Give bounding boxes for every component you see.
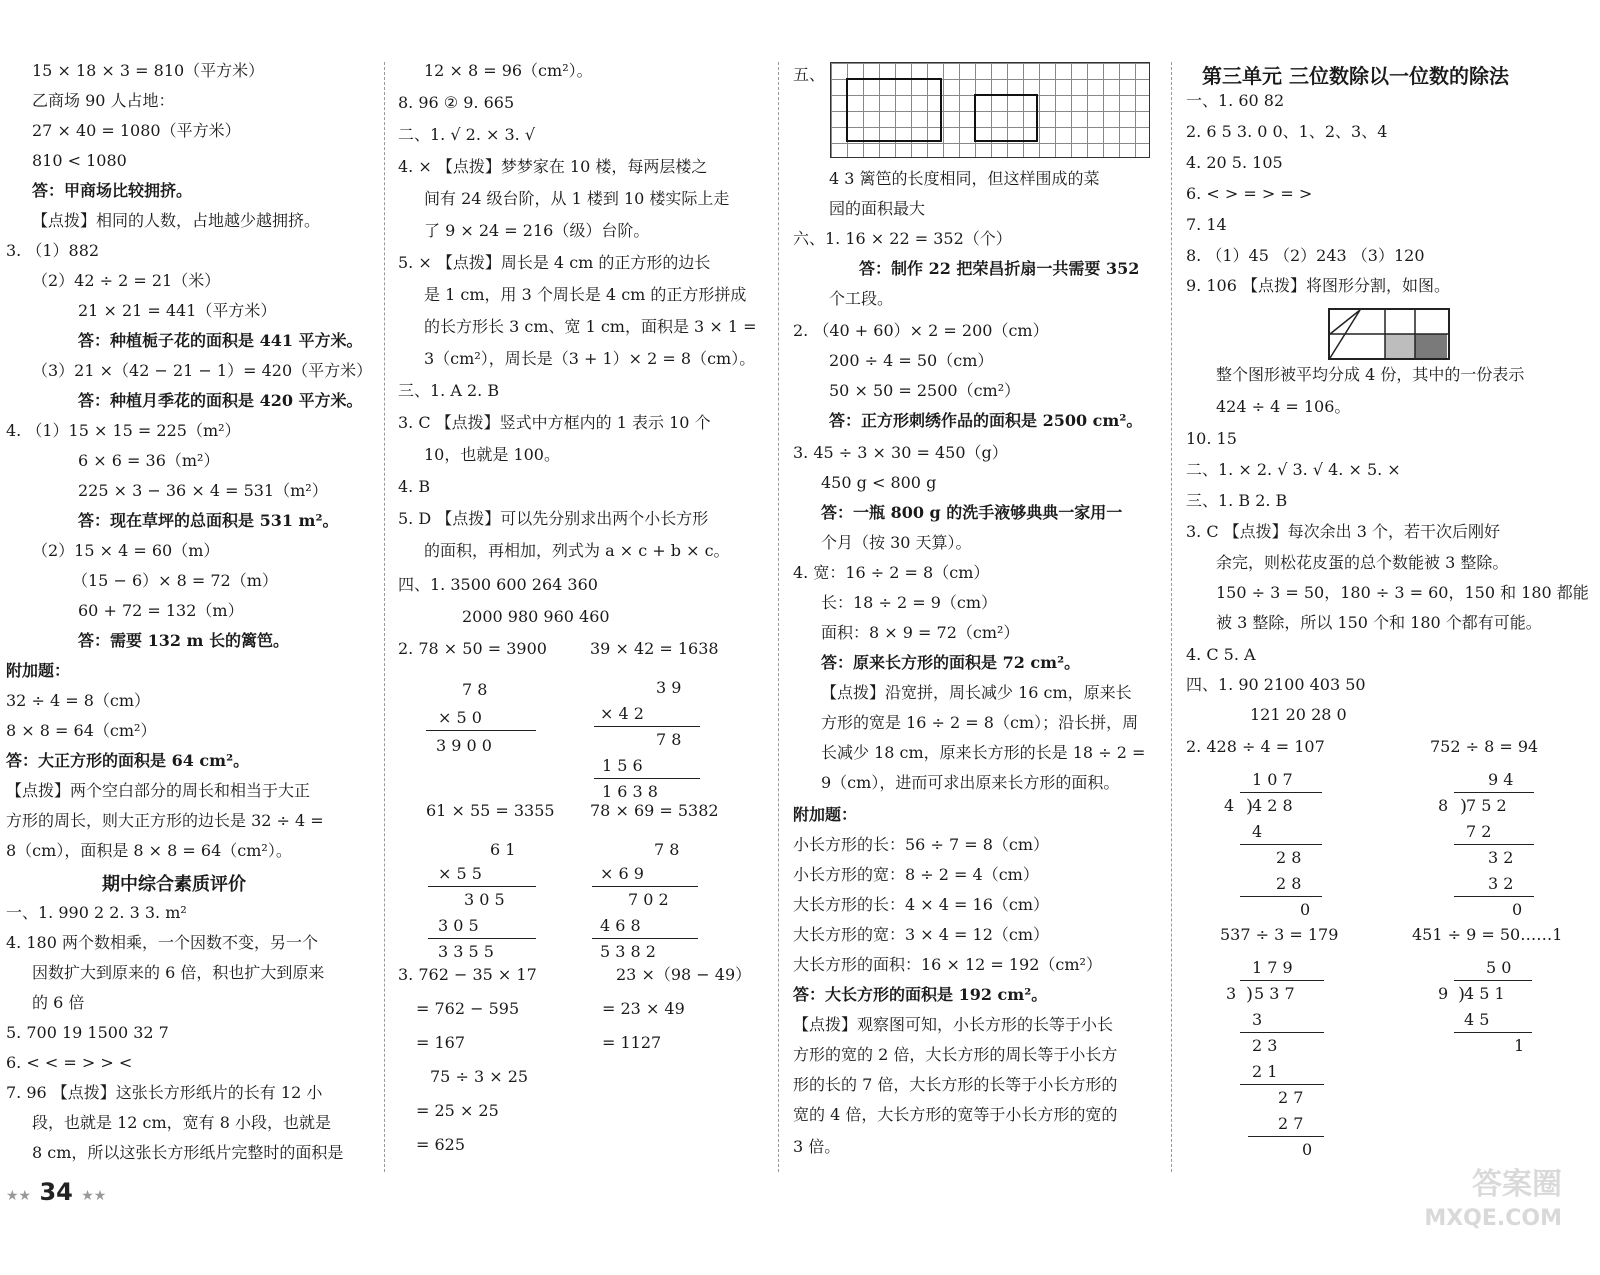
text-line: 4. 180 两个数相乘，一个因数不变，另一个 xyxy=(6,933,318,952)
digits: 6 1 xyxy=(490,840,516,859)
text-line: 附加题： xyxy=(793,805,858,824)
rule xyxy=(1454,792,1534,793)
digits: 3 9 0 0 xyxy=(436,736,492,755)
text-line: 10. 15 xyxy=(1186,429,1237,448)
text-line: 3. C 【点拨】每次余出 3 个，若干次后刚好 xyxy=(1186,522,1501,541)
digits: 9 4 xyxy=(1488,770,1514,789)
watermark-text: 答案圈 xyxy=(1472,1167,1562,1202)
text-line: = 1127 xyxy=(602,1033,662,1052)
rule xyxy=(1454,1032,1532,1033)
divided-shape-figure xyxy=(1328,308,1450,360)
digits: 2 7 xyxy=(1278,1114,1304,1133)
text-line: 二、1. √ 2. × 3. √ xyxy=(398,125,536,144)
text-line: 因数扩大到原来的 6 倍，积也扩大到原来 xyxy=(32,963,325,982)
text-line: 长：18 ÷ 2 = 9（cm） xyxy=(821,593,998,612)
rule xyxy=(1240,792,1322,793)
digits: 3 2 xyxy=(1488,848,1514,867)
rule xyxy=(1240,980,1324,981)
text-line: 537 ÷ 3 = 179 xyxy=(1220,925,1339,944)
text-line: 752 ÷ 8 = 94 xyxy=(1430,737,1539,756)
division-bracket: ) xyxy=(1246,796,1254,817)
digits: 0 xyxy=(1300,900,1311,919)
digits: 5 3 7 xyxy=(1254,984,1295,1003)
text-line: 间有 24 级台阶，从 1 楼到 10 楼实际上走 xyxy=(424,189,730,208)
text-line: 余完，则松花皮蛋的总个数能被 3 整除。 xyxy=(1216,553,1509,572)
text-line: 21 × 21 = 441（平方米） xyxy=(78,301,277,320)
text-line: 整个图形被平均分成 4 份，其中的一份表示 xyxy=(1216,365,1525,384)
rectangle-shape xyxy=(846,78,942,142)
text-line: 2. （40 + 60）× 2 = 200（cm） xyxy=(793,321,1049,340)
rule xyxy=(1240,1084,1324,1085)
text-line: 8 cm，所以这张长方形纸片完整时的面积是 xyxy=(32,1143,344,1162)
division-bracket: ) xyxy=(1246,984,1254,1005)
digits: 2 8 xyxy=(1276,848,1302,867)
digits: 3 2 xyxy=(1488,874,1514,893)
text-line: 长减少 18 cm，原来长方形的长是 18 ÷ 2 = xyxy=(821,743,1146,762)
text-line: 8（cm），面积是 8 × 8 = 64（cm²）。 xyxy=(6,841,292,860)
digits: 1 7 9 xyxy=(1252,958,1293,977)
digits: 1 6 3 8 xyxy=(602,782,658,801)
text-line: 3. C 【点拨】竖式中方框内的 1 表示 10 个 xyxy=(398,413,711,432)
text-line: 大长方形的面积：16 × 12 = 192（cm²） xyxy=(793,955,1102,974)
digits: 4 xyxy=(1224,796,1235,815)
text-line: 5. 700 19 1500 32 7 xyxy=(6,1023,169,1042)
section-heading: 期中综合素质评价 xyxy=(102,874,246,895)
text-line: 方形的周长，则大正方形的边长是 32 ÷ 4 = xyxy=(6,811,324,830)
digits: 2 3 xyxy=(1252,1036,1278,1055)
text-line: 2000 980 960 460 xyxy=(462,607,610,626)
star-icon: ★★ xyxy=(6,1188,32,1204)
text-line: 【点拨】沿宽拼，周长减少 16 cm，原来长 xyxy=(821,683,1132,702)
text-line: 27 × 40 = 1080（平方米） xyxy=(32,121,241,140)
text-line: 9. 106 【点拨】将图形分割，如图。 xyxy=(1186,276,1450,295)
page-number xyxy=(6,1178,106,1206)
digits: 7 8 xyxy=(656,730,682,749)
text-line: 12 × 8 = 96（cm²）。 xyxy=(424,61,593,80)
digits: 3 3 5 5 xyxy=(438,942,494,961)
text-line: 园的面积最大 xyxy=(829,199,926,218)
text-line: 了 9 × 24 = 216（级）台阶。 xyxy=(424,221,650,240)
digits: 7 5 2 xyxy=(1466,796,1507,815)
division-bracket: ) xyxy=(1458,984,1466,1005)
text-line: 答：甲商场比较拥挤。 xyxy=(32,181,193,200)
text-line: 2. 428 ÷ 4 = 107 xyxy=(1186,737,1325,756)
digits: 1 xyxy=(1514,1036,1525,1055)
digits: 4 2 8 xyxy=(1252,796,1293,815)
text-line: 的 6 倍 xyxy=(32,993,85,1012)
text-line: 75 ÷ 3 × 25 xyxy=(430,1067,529,1086)
text-line: 4. 20 5. 105 xyxy=(1186,153,1283,172)
rule xyxy=(1240,1032,1324,1033)
text-line: 大长方形的宽：3 × 4 = 12（cm） xyxy=(793,925,1050,944)
text-line: 3. 45 ÷ 3 × 30 = 450（g） xyxy=(793,443,1008,462)
column-divider xyxy=(778,62,779,1172)
digits: 5 3 8 2 xyxy=(600,942,656,961)
text-line: 450 g < 800 g xyxy=(821,473,937,492)
text-line: 3. （1）882 xyxy=(6,241,100,260)
text-line: 424 ÷ 4 = 106。 xyxy=(1216,397,1351,416)
star-icon: ★★ xyxy=(81,1188,107,1204)
text-line: 四、1. 3500 600 264 360 xyxy=(398,575,598,594)
text-line: 答：大正方形的面积是 64 cm²。 xyxy=(6,751,250,770)
column-divider xyxy=(384,62,385,1172)
text-line: 答：现在草坪的总面积是 531 m²。 xyxy=(78,511,339,530)
rule xyxy=(594,726,700,727)
watermark-url: MXQE.COM xyxy=(1424,1206,1562,1231)
text-line: 五、 xyxy=(793,65,826,84)
text-line: 4 3 篱笆的长度相同，但这样围成的菜 xyxy=(829,169,1100,188)
column-divider xyxy=(1171,62,1172,1172)
text-line: 6 × 6 = 36（m²） xyxy=(78,451,220,470)
text-line: 三、1. B 2. B xyxy=(1186,491,1288,510)
text-line: 答：大长方形的面积是 192 cm²。 xyxy=(793,985,1048,1004)
text-line: 答：正方形刺绣作品的面积是 2500 cm²。 xyxy=(829,411,1143,430)
digits: 3 9 xyxy=(656,678,682,697)
rule xyxy=(592,938,698,939)
text-line: 8. 96 ② 9. 665 xyxy=(398,93,515,112)
rule xyxy=(426,730,536,731)
text-line: 3（cm²），周长是（3 + 1）× 2 = 8（cm）。 xyxy=(424,349,756,368)
text-line: 4. （1）15 × 15 = 225（m²） xyxy=(6,421,241,440)
text-line: 方形的宽是 16 ÷ 2 = 8（cm）；沿长拼，周 xyxy=(821,713,1139,732)
text-line: 大长方形的长：4 × 4 = 16（cm） xyxy=(793,895,1050,914)
text-line: 【点拨】两个空白部分的周长和相当于大正 xyxy=(6,781,311,800)
rule xyxy=(1454,980,1532,981)
text-line: 面积：8 × 9 = 72（cm²） xyxy=(821,623,1020,642)
digits: 4 xyxy=(1252,822,1263,841)
text-line: 78 × 69 = 5382 xyxy=(590,801,719,820)
rule xyxy=(594,778,700,779)
digits: × 5 0 xyxy=(438,708,482,727)
rule xyxy=(1240,844,1322,845)
digits: 5 0 xyxy=(1486,958,1512,977)
rule xyxy=(1454,844,1534,845)
digits: 0 xyxy=(1512,900,1523,919)
text-line: 15 × 18 × 3 = 810（平方米） xyxy=(32,61,265,80)
text-line: 3. 762 − 35 × 17 xyxy=(398,965,537,984)
text-line: 答：需要 132 m 长的篱笆。 xyxy=(78,631,290,650)
text-line: 答：制作 22 把荣昌折扇一共需要 352 xyxy=(859,259,1140,278)
text-line: 被 3 整除，所以 150 个和 180 个都有可能。 xyxy=(1216,613,1542,632)
shaded-part xyxy=(1385,334,1415,358)
digits: × 4 2 xyxy=(600,704,644,723)
text-line: 方形的宽的 2 倍，大长方形的周长等于小长方 xyxy=(793,1045,1118,1064)
digits: 4 5 xyxy=(1464,1010,1490,1029)
text-line: 8. （1）45 （2）243 （3）120 xyxy=(1186,246,1425,265)
text-line: = 625 xyxy=(416,1135,466,1154)
text-line: 2. 78 × 50 = 3900 xyxy=(398,639,547,658)
text-line: 7. 14 xyxy=(1186,215,1227,234)
text-line: 150 ÷ 3 = 50，180 ÷ 3 = 60，150 和 180 都能 xyxy=(1216,583,1589,602)
digits: 4 6 8 xyxy=(600,916,641,935)
text-line: 的长方形长 3 cm、宽 1 cm，面积是 3 × 1 = xyxy=(424,317,757,336)
rule xyxy=(428,886,536,887)
digits: 2 1 xyxy=(1252,1062,1278,1081)
digits: 3 xyxy=(1252,1010,1263,1029)
digits: 8 xyxy=(1438,796,1449,815)
digits: 7 0 2 xyxy=(628,890,669,909)
text-line: （2）42 ÷ 2 = 21（米） xyxy=(32,271,221,290)
text-line: 5. D 【点拨】可以先分别求出两个小长方形 xyxy=(398,509,709,528)
text-line: = 167 xyxy=(416,1033,466,1052)
text-line: 的面积，再相加，列式为 a × c + b × c。 xyxy=(424,541,730,560)
digits: 7 8 xyxy=(462,680,488,699)
digits: 2 8 xyxy=(1276,874,1302,893)
digits: 3 xyxy=(1226,984,1237,1003)
digits: 7 2 xyxy=(1466,822,1492,841)
text-line: 六、1. 16 × 22 = 352（个） xyxy=(793,229,1012,248)
text-line: 50 × 50 = 2500（cm²） xyxy=(829,381,1021,400)
divided-shape-svg xyxy=(1330,310,1448,358)
text-line: 451 ÷ 9 = 50……1 xyxy=(1412,925,1563,944)
digits: 3 0 5 xyxy=(464,890,505,909)
text-line: 23 ×（98 − 49） xyxy=(616,965,752,984)
rule xyxy=(1248,1136,1324,1137)
text-line: 5. × 【点拨】周长是 4 cm 的正方形的边长 xyxy=(398,253,711,272)
text-line: 答：种植月季花的面积是 420 平方米。 xyxy=(78,391,363,410)
text-line: 答：一瓶 800 g 的洗手液够典典一家用一 xyxy=(821,503,1123,522)
text-line: 答：种植栀子花的面积是 441 平方米。 xyxy=(78,331,363,350)
text-line: （2）15 × 4 = 60（m） xyxy=(32,541,220,560)
digits: 1 5 6 xyxy=(602,756,643,775)
text-line: 3 倍。 xyxy=(793,1137,841,1156)
text-line: 小长方形的宽：8 ÷ 2 = 4（cm） xyxy=(793,865,1039,884)
text-line: 形的长的 7 倍，大长方形的长等于小长方形的 xyxy=(793,1075,1118,1094)
text-line: 三、1. A 2. B xyxy=(398,381,500,400)
rule xyxy=(592,886,698,887)
digits: 9 xyxy=(1438,984,1449,1003)
text-line: 个月（按 30 天算）。 xyxy=(821,533,972,552)
text-line: 200 ÷ 4 = 50（cm） xyxy=(829,351,994,370)
digits: × 5 5 xyxy=(438,864,482,883)
text-line: 61 × 55 = 3355 xyxy=(426,801,555,820)
section-heading: 第三单元 三位数除以一位数的除法 xyxy=(1202,64,1509,88)
rule xyxy=(1454,896,1534,897)
text-line: 【点拨】相同的人数，占地越少越拥挤。 xyxy=(32,211,321,230)
digits: 1 0 7 xyxy=(1252,770,1293,789)
text-line: 四、1. 90 2100 403 50 xyxy=(1186,675,1366,694)
text-line: 4. B xyxy=(398,477,431,496)
text-line: 39 × 42 = 1638 xyxy=(590,639,719,658)
text-line: 7. 96 【点拨】这张长方形纸片的长有 12 小 xyxy=(6,1083,323,1102)
text-line: 答：原来长方形的面积是 72 cm²。 xyxy=(821,653,1081,672)
digits: 7 8 xyxy=(654,840,680,859)
digits: 4 5 1 xyxy=(1464,984,1505,1003)
text-line: 60 + 72 = 132（m） xyxy=(78,601,244,620)
digits: × 6 9 xyxy=(600,864,644,883)
text-line: 4. × 【点拨】梦梦家在 10 楼，每两层楼之 xyxy=(398,157,708,176)
digits: 3 0 5 xyxy=(438,916,479,935)
watermark-logo xyxy=(1424,1168,1562,1236)
text-line: 是 1 cm，用 3 个周长是 4 cm 的正方形拼成 xyxy=(424,285,747,304)
text-line: （3）21 ×（42 − 21 − 1）= 420（平方米） xyxy=(32,361,373,380)
text-line: 8 × 8 = 64（cm²） xyxy=(6,721,157,740)
text-line: 一、1. 990 2 2. 3 3. m² xyxy=(6,903,187,922)
text-line: 6. < > = > = > xyxy=(1186,184,1313,203)
rectangle-shape xyxy=(974,94,1038,142)
text-line: 225 × 3 − 36 × 4 = 531（m²） xyxy=(78,481,328,500)
text-line: （15 − 6）× 8 = 72（m） xyxy=(72,571,278,590)
text-line: 9（cm），进而可求出原来长方形的面积。 xyxy=(821,773,1120,792)
text-line: 乙商场 90 人占地： xyxy=(32,91,175,110)
rule xyxy=(1240,896,1322,897)
digits: 0 xyxy=(1302,1140,1313,1159)
text-line: 2. 6 5 3. 0 0、1、2、3、4 xyxy=(1186,122,1388,141)
text-line: 个工段。 xyxy=(829,289,894,308)
text-line: 121 20 28 0 xyxy=(1250,705,1347,724)
text-line: 6. < < = > > < xyxy=(6,1053,133,1072)
text-line: 810 < 1080 xyxy=(32,151,127,170)
text-line: 附加题： xyxy=(6,661,71,680)
text-line: 二、1. × 2. √ 3. √ 4. × 5. × xyxy=(1186,460,1401,479)
text-line: 一、1. 60 82 xyxy=(1186,91,1285,110)
rule xyxy=(428,938,536,939)
text-line: 段，也就是 12 cm，宽有 8 小段，也就是 xyxy=(32,1113,332,1132)
text-line: 32 ÷ 4 = 8（cm） xyxy=(6,691,151,710)
text-line: = 762 − 595 xyxy=(416,999,520,1018)
text-line: 10，也就是 100。 xyxy=(424,445,560,464)
text-line: = 25 × 25 xyxy=(416,1101,499,1120)
text-line: = 23 × 49 xyxy=(602,999,685,1018)
digits: 2 7 xyxy=(1278,1088,1304,1107)
text-line: 宽的 4 倍，大长方形的宽等于小长方形的宽的 xyxy=(793,1105,1118,1124)
text-line: 4. C 5. A xyxy=(1186,645,1256,664)
text-line: 【点拨】观察图可知，小长方形的长等于小长 xyxy=(793,1015,1114,1034)
division-bracket: ) xyxy=(1460,796,1468,817)
page-number-text: 34 xyxy=(39,1178,73,1206)
text-line: 4. 宽：16 ÷ 2 = 8（cm） xyxy=(793,563,990,582)
text-line: 小长方形的长：56 ÷ 7 = 8（cm） xyxy=(793,835,1050,854)
